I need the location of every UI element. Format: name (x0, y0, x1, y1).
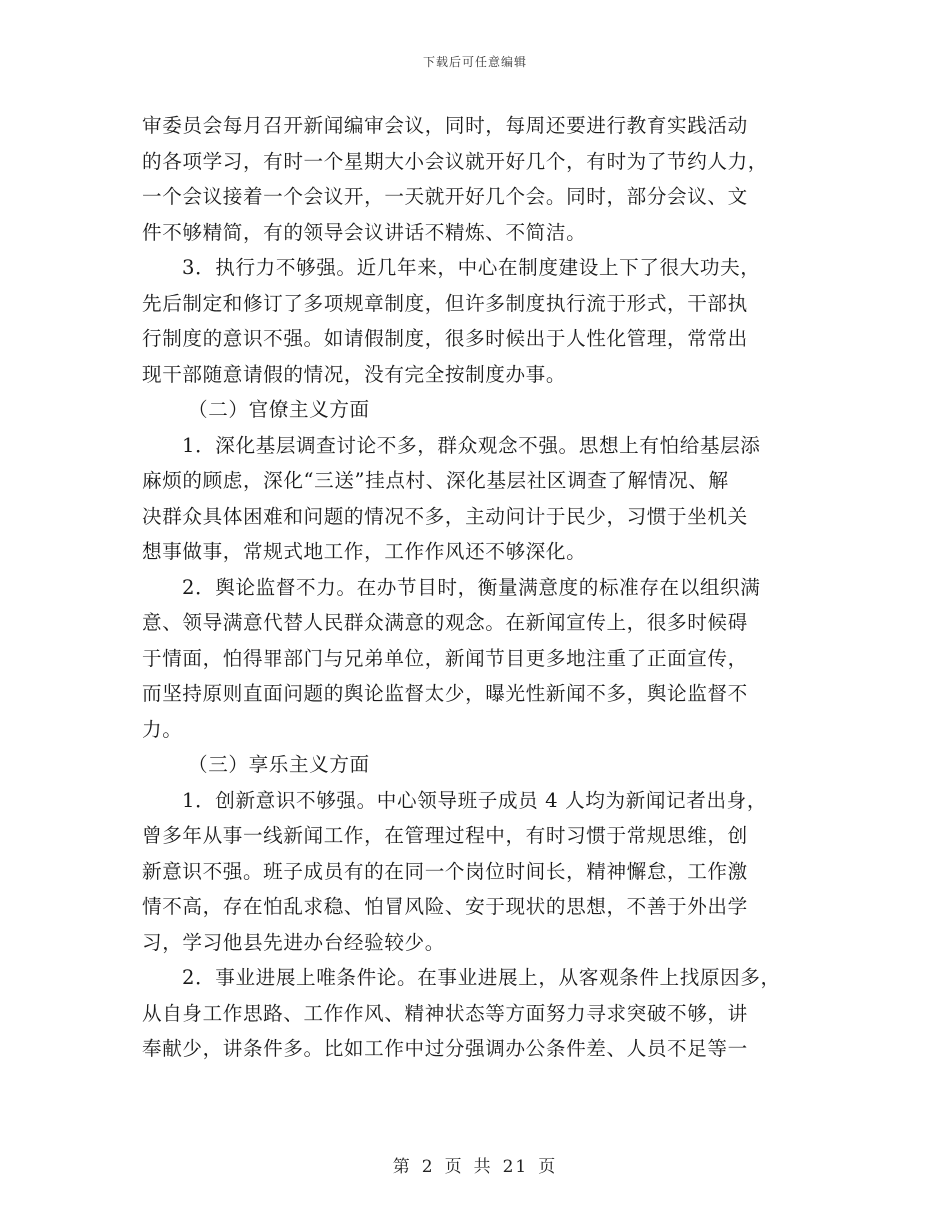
text-line: 2．事业进展上唯条件论。在事业进展上，从客观条件上找原因多， (182, 966, 781, 989)
section-heading: （二）官僚主义方面 (188, 398, 370, 421)
footer-total-word: 共 (473, 1157, 493, 1177)
text-line: 2．舆论监督不力。在办节目时，衡量满意度的标准存在以组织满 (182, 575, 761, 599)
text-line: 1．深化基层调查讨论不多，群众观念不强。思想上有怕给基层添 (182, 433, 761, 457)
footer-prefix: 第 (392, 1157, 412, 1177)
text-line: 的各项学习，有时一个星期大小会议就开好几个，有时为了节约人力， (142, 149, 769, 173)
text-line: 从自身工作思路、工作作风、精神状态等方面努力寻求突破不够，讲 (142, 1001, 748, 1025)
document-body (142, 108, 822, 1067)
text-line: 1．创新意识不够强。中心领导班子成员 4 人均为新闻记者出身， (182, 788, 768, 812)
footer-total-pages: 21 (502, 1157, 529, 1177)
footer-suffix: 页 (538, 1157, 558, 1177)
text-line: 决群众具体困难和问题的情况不多，主动问计于民少，习惯于坐机关 (142, 504, 748, 528)
text-line: 力。 (142, 717, 183, 741)
text-line: 行制度的意识不强。如请假制度，很多时候出于人性化管理，常常出 (142, 327, 748, 350)
text-line: 情不高，存在怕乱求稳、怕冒风险、安于现状的思想，不善于外出学 (142, 895, 748, 918)
text-line: 审委员会每月召开新闻编审会议，同时，每周还要进行教育实践活动 (142, 114, 748, 137)
text-line: 件不够精简，有的领导会议讲话不精炼、不简洁。 (142, 220, 587, 244)
text-line: 新意识不强。班子成员有的在同一个岗位时间长，精神懈怠，工作激 (142, 859, 748, 883)
text-line: 先后制定和修订了多项规章制度，但许多制度执行流于形式，干部执 (142, 291, 748, 315)
page-header: 下载后可任意编辑 (422, 55, 527, 69)
footer-page-word: 页 (444, 1157, 464, 1177)
text-line: 现干部随意请假的情况，没有完全按制度办事。 (142, 362, 567, 386)
text-line: 意、领导满意代替人民群众满意的观念。在新闻宣传上，很多时候碍 (142, 611, 748, 634)
text-line: 麻烦的顾虑，深化“三送”挂点村、深化基层社区调查了解情况、解 (142, 469, 729, 492)
text-line: 于情面，怕得罪部门与兄弟单位，新闻节目更多地注重了正面宣传， (142, 646, 748, 670)
text-line: 想事做事，常规式地工作，工作作风还不够深化。 (142, 540, 587, 563)
text-line: 曾多年从事一线新闻工作，在管理过程中，有时习惯于常规思维，创 (142, 824, 748, 847)
text-line: 习，学习他县先进办台经验较少。 (142, 930, 445, 954)
section-heading: （三）享乐主义方面 (188, 753, 370, 776)
page-footer (0, 1152, 950, 1177)
footer-page-number: 2 (421, 1157, 435, 1177)
text-line: 奉献少，讲条件多。比如工作中过分强调办公条件差、人员不足等一 (142, 1037, 748, 1060)
text-line: 3．执行力不够强。近几年来，中心在制度建设上下了很大功夫， (182, 256, 761, 279)
text-line: 一个会议接着一个会议开，一天就开好几个会。同时，部分会议、文 (142, 185, 748, 208)
text-line: 而坚持原则直面问题的舆论监督太少，曝光性新闻不多，舆论监督不 (142, 682, 748, 705)
